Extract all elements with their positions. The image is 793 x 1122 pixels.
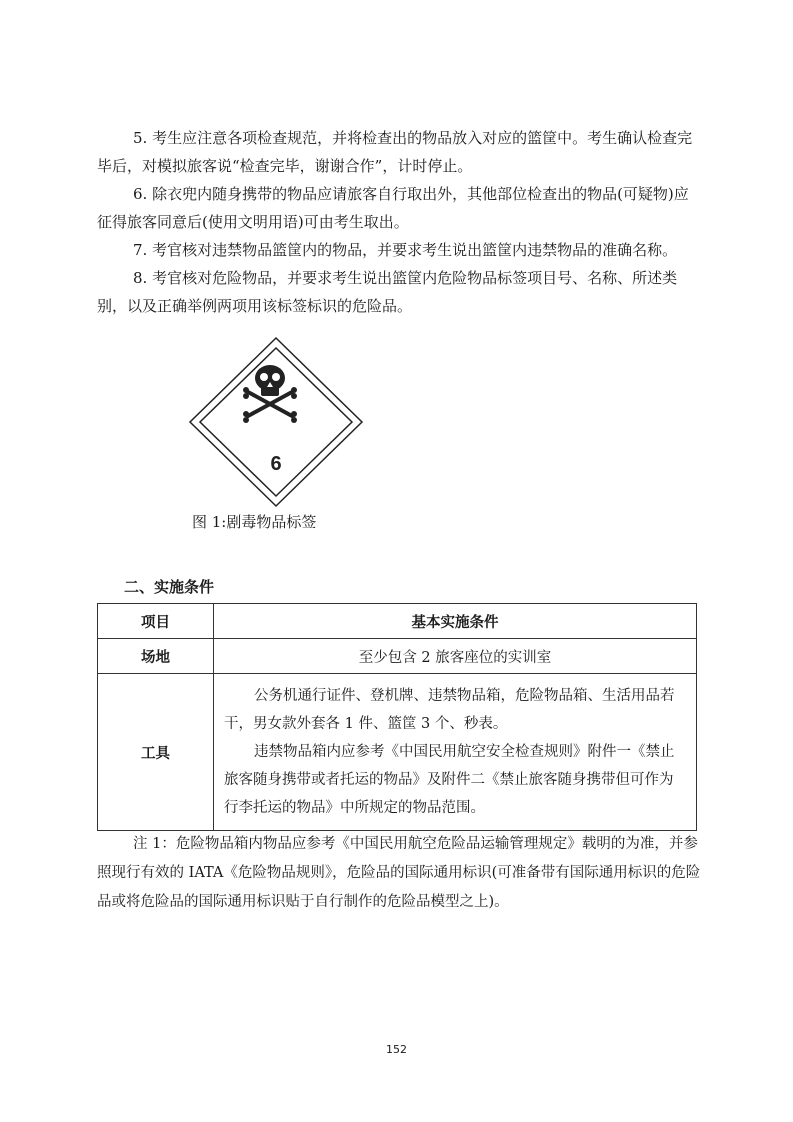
rule-item-7: 7. 考官核对违禁物品篮筐内的物品，并要求考生说出篮筐内违禁物品的准确名称。 <box>133 241 678 259</box>
toxic-hazard-label <box>188 336 364 508</box>
rule-item-5: 5. 考生应注意各项检查规范，并将检查出的物品放入对应的篮筐中。考生确认检查完毕后，对模拟旅客说“检查完毕，谢谢合作”，计时停止。 <box>97 129 693 175</box>
header-conditions: 基本实施条件 <box>214 604 697 639</box>
section-title: 二、实施条件 <box>124 578 215 596</box>
row-item-tools: 工具 <box>98 674 214 831</box>
table-note: 注 1：危险物品箱内物品应参考《中国民用航空危险品运输管理规定》载明的为准，并参照现行有效的 IATA《危险物品规则》，危险品的国际通用标识(可准备带有国际通用标识的危险品或将危险品的国际通用标识贴于自行制作的危险品模型之上)。 <box>97 836 701 910</box>
figure-caption: 图 1:剧毒物品标签 <box>192 513 317 531</box>
conditions-table <box>97 603 697 831</box>
rule-item-6: 6. 除衣兜内随身携带的物品应请旅客自行取出外，其他部位检查出的物品(可疑物)应征得旅客同意后(使用文明用语)可由考生取出。 <box>97 185 689 231</box>
rule-item-8: 8. 考官核对危险物品，并要求考生说出篮筐内危险物品标签项目号、名称、所述类别，以及正确举例两项用该标签标识的危险品。 <box>97 269 678 315</box>
row-content-tools <box>214 674 697 831</box>
tools-paragraph-1: 公务机通行证件、登机牌、违禁物品箱，危险物品箱、生活用品若干，男女款外套各 1 件、篮筐 3 个、秒表。 <box>224 688 675 732</box>
table-row <box>98 639 697 674</box>
header-item: 项目 <box>98 604 214 639</box>
table-header-row <box>98 604 697 639</box>
row-content-venue: 至少包含 2 旅客座位的实训室 <box>214 639 697 674</box>
page-number: 152 <box>386 1043 407 1056</box>
hazard-class-number: 6 <box>270 453 282 475</box>
table-row <box>98 674 697 831</box>
row-item-venue: 场地 <box>98 639 214 674</box>
tools-paragraph-2: 违禁物品箱内应参考《中国民用航空安全检查规则》附件一《禁止旅客随身携带或者托运的物品》及附件二《禁止旅客随身携带但可作为行李托运的物品》中所规定的物品范围。 <box>224 744 675 816</box>
